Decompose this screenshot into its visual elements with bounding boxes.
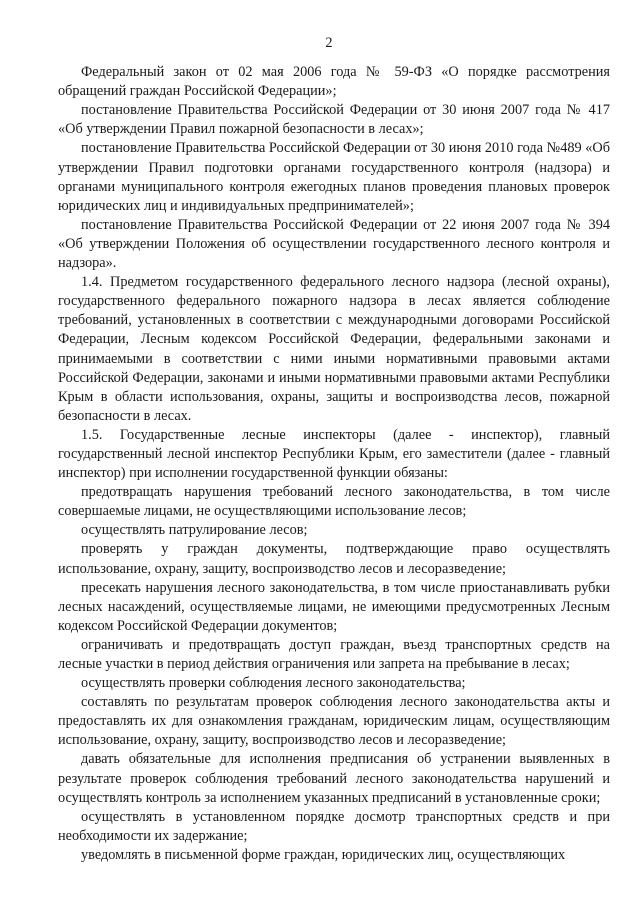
- paragraph-decree-417: постановление Правительства Российской Федерации от 30 июня 2007 года № 417 «Об утверждении Правил пожарной безопасности в лесах»;: [58, 102, 610, 138]
- duty-item: давать обязательные для исполнения предписания об устранении выявленных в результате проверок соблюдения требований лесного законодательства нарушений и осуществлять контроль за исполнением указанных предписаний в установленные сроки;: [58, 751, 610, 806]
- document-body: [58, 63, 610, 865]
- paragraph-federal-law-59: Федеральный закон от 02 мая 2006 года № 59-ФЗ «О порядке рассмотрения обращений граждан Российской Федерации»;: [58, 64, 610, 100]
- duty-item: пресекать нарушения лесного законодательства, в том числе приостанавливать рубки лесных насаждений, осуществляемые лицами, не имеющими предусмотренных Лесным кодексом Российской Федерации документов;: [58, 579, 610, 634]
- duty-item: уведомлять в письменной форме граждан, юридических лиц, осуществляющих: [81, 846, 566, 863]
- page-number: 2: [325, 35, 333, 51]
- duty-item: осуществлять патрулирование лесов;: [81, 522, 308, 539]
- paragraph-1-4: 1.4. Предметом государственного федерального лесного надзора (лесной охраны), государственного федерального пожарного надзора в лесах является соблюдение требований, установленных в соответствии с международными договорами Российской Федерации, Лесным кодексом Российской Федерации, федеральными законами и принимаемыми в соответствии с ними иными нормативными правовыми актами Российской Федерации, законами и иными нормативными правовыми актами Республики Крым в области использования, охраны, защиты и воспроизводства лесов, пожарной безопасности в лесах.: [58, 274, 610, 424]
- duty-item: составлять по результатам проверок соблюдения лесного законодательства акты и предоставлять их для ознакомления гражданам, юридическим лицам, осуществляющим использование, охрану, защиту, воспроизводство лесов и лесоразведение;: [58, 694, 610, 749]
- duty-item: осуществлять в установленном порядке досмотр транспортных средств и при необходимости их задержание;: [58, 808, 610, 844]
- duty-item: проверять у граждан документы, подтверждающие право осуществлять использование, охрану, защиту, воспроизводство лесов и лесоразведение;: [58, 541, 610, 577]
- paragraph-1-5: 1.5. Государственные лесные инспекторы (далее - инспектор), главный государственный лесной инспектор Республики Крым, его заместители (далее - главный инспектор) при исполнении государственной функции обязаны:: [58, 426, 610, 482]
- duty-item: предотвращать нарушения требований лесного законодательства, в том числе совершаемые лицами, не осуществляющими использование лесов;: [58, 484, 610, 520]
- paragraph-decree-489: постановление Правительства Российской Федерации от 30 июня 2010 года №489 «Об утверждении Правил подготовки органами государственного контроля (надзора) и органами муниципального контроля ежегодных планов проведения плановых проверок юридических лиц и индивидуальных предпринимателей»;: [58, 140, 610, 214]
- duty-item: осуществлять проверки соблюдения лесного законодательства;: [81, 675, 466, 692]
- duty-item: ограничивать и предотвращать доступ граждан, въезд транспортных средств на лесные участки в период действия ограничения или запрета на пребывание в лесах;: [58, 636, 610, 672]
- paragraph-decree-394: постановление Правительства Российской Федерации от 22 июня 2007 года № 394 «Об утверждении Положения об осуществлении государственного лесного контроля и надзора».: [58, 216, 610, 272]
